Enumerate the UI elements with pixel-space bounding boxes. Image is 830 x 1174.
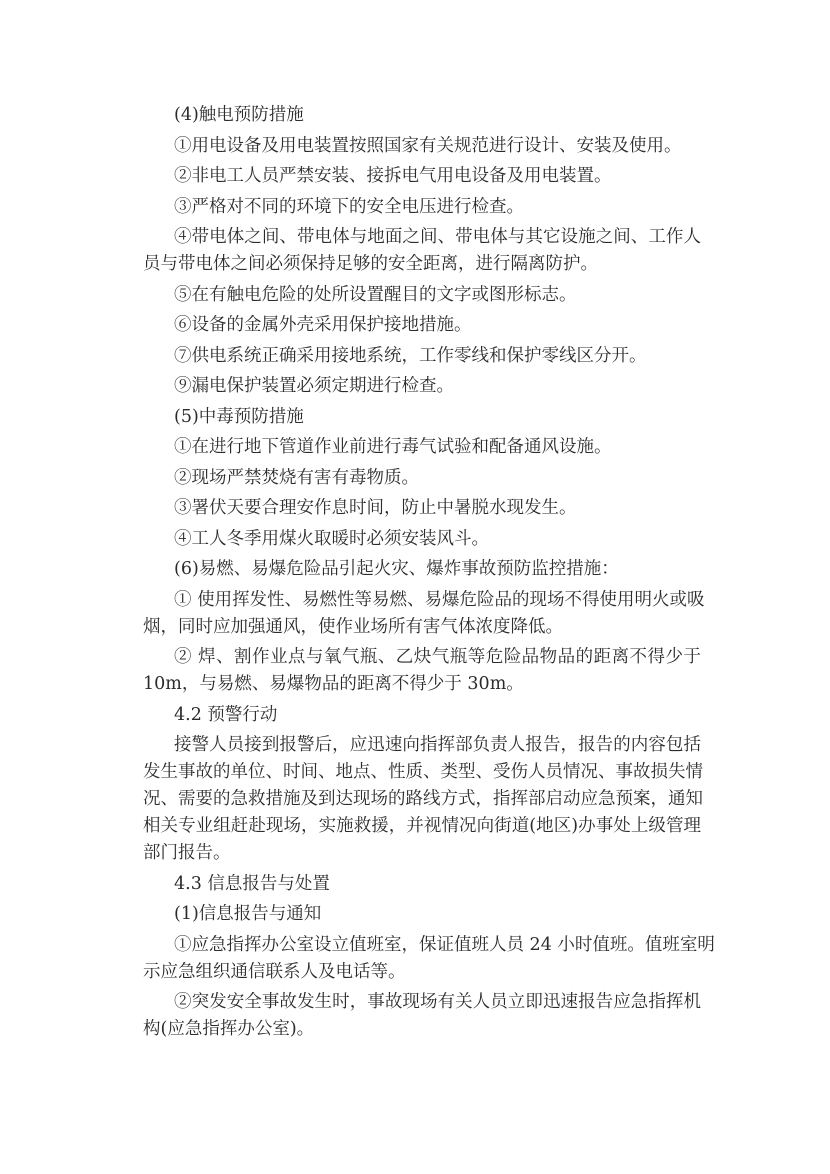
paragraph-line: ①用电设备及用电装置按照国家有关规范进行设计、安装及使用。 xyxy=(174,135,682,156)
paragraph-line: ②突发安全事故发生时，事故现场有关人员立即迅速报告应急指挥机 xyxy=(174,992,701,1012)
paragraph xyxy=(143,495,701,522)
paragraph xyxy=(143,871,701,898)
document-body xyxy=(143,102,715,1047)
paragraph xyxy=(143,989,701,1043)
paragraph-line: ⑦供电系统正确采用接地系统，工作零线和保护零线区分开。 xyxy=(174,345,647,366)
paragraph xyxy=(143,404,701,431)
paragraph xyxy=(143,312,701,339)
paragraph-line: 部门报告。 xyxy=(143,843,231,863)
paragraph xyxy=(143,556,701,583)
paragraph xyxy=(143,732,701,867)
paragraph-line: 相关专业组赶赴现场，实施救援，并视情况向街道(地区)办事处上级管理 xyxy=(143,816,701,836)
paragraph xyxy=(143,644,701,698)
paragraph xyxy=(143,224,701,278)
paragraph-line: 示应急组织通信联系人及电话等。 xyxy=(143,961,406,982)
paragraph xyxy=(143,434,701,461)
paragraph-line: ①应急指挥办公室设立值班室，保证值班人员 24 小时值班。值班室明 xyxy=(174,934,715,955)
paragraph-line: 4.2 预警行动 xyxy=(174,704,278,725)
paragraph-line: ⑥设备的金属外壳采用保护接地措施。 xyxy=(174,315,472,335)
paragraph xyxy=(143,102,701,129)
paragraph-line: (4)触电预防措施 xyxy=(174,105,304,125)
paragraph-line: 构(应急指挥办公室)。 xyxy=(143,1019,315,1039)
paragraph xyxy=(143,194,701,221)
paragraph xyxy=(143,932,715,986)
paragraph xyxy=(143,282,701,309)
paragraph xyxy=(143,163,701,190)
paragraph-line: ④带电体之间、带电体与地面之间、带电体与其它设施之间、工作人 xyxy=(174,227,701,247)
paragraph-line: (1)信息报告与通知 xyxy=(174,904,322,924)
paragraph-line: 10m，与易燃、易爆物品的距离不得少于 30m。 xyxy=(143,674,524,694)
paragraph-line: ②现场严禁焚烧有害有毒物质。 xyxy=(174,467,419,488)
paragraph-line: ③严格对不同的环境下的安全电压进行检查。 xyxy=(174,196,524,217)
paragraph-line: (5)中毒预防措施 xyxy=(174,406,304,427)
paragraph-line: 烟，同时应加强通风，使作业场所有害气体浓度降低。 xyxy=(143,616,563,637)
paragraph xyxy=(143,465,701,492)
paragraph xyxy=(143,901,701,928)
paragraph-line: 发生事故的单位、时间、地点、性质、类型、受伤人员情况、事故损失情 xyxy=(143,762,703,782)
paragraph-line: ③署伏天要合理安作息时间，防止中暑脱水现发生。 xyxy=(174,498,577,518)
paragraph-line: ② 焊、割作业点与氧气瓶、乙炔气瓶等危险品物品的距离不得少于 xyxy=(174,647,701,667)
paragraph-line: ① 使用挥发性、易燃性等易燃、易爆危险品的现场不得使用明火或吸 xyxy=(174,589,705,610)
paragraph-line: 员与带电体之间必须保持足够的安全距离，进行隔离防护。 xyxy=(143,254,598,274)
paragraph xyxy=(143,587,705,641)
paragraph xyxy=(143,526,701,553)
paragraph-line: ②非电工人员严禁安装、接拆电气用电设备及用电装置。 xyxy=(174,166,612,186)
paragraph-line: (6)易燃、易爆危险品引起火灾、爆炸事故预防监控措施： xyxy=(174,559,619,579)
paragraph-line: ①在进行地下管道作业前进行毒气试验和配备通风设施。 xyxy=(174,437,612,457)
paragraph xyxy=(143,702,701,729)
paragraph xyxy=(143,373,701,400)
paragraph-line: 接警人员接到报警后，应迅速向指挥部负责人报告，报告的内容包括 xyxy=(174,735,701,755)
paragraph xyxy=(143,343,701,370)
paragraph-line: 况、需要的急救措施及到达现场的路线方式，指挥部启动应急预案，通知 xyxy=(143,789,703,809)
paragraph-line: ⑤在有触电危险的处所设置醒目的文字或图形标志。 xyxy=(174,284,577,305)
paragraph-line: 4.3 信息报告与处置 xyxy=(174,873,330,894)
paragraph xyxy=(143,133,701,160)
paragraph-line: ④工人冬季用煤火取暖时必须安装风斗。 xyxy=(174,528,489,549)
paragraph-line: ⑨漏电保护装置必须定期进行检查。 xyxy=(174,376,454,396)
